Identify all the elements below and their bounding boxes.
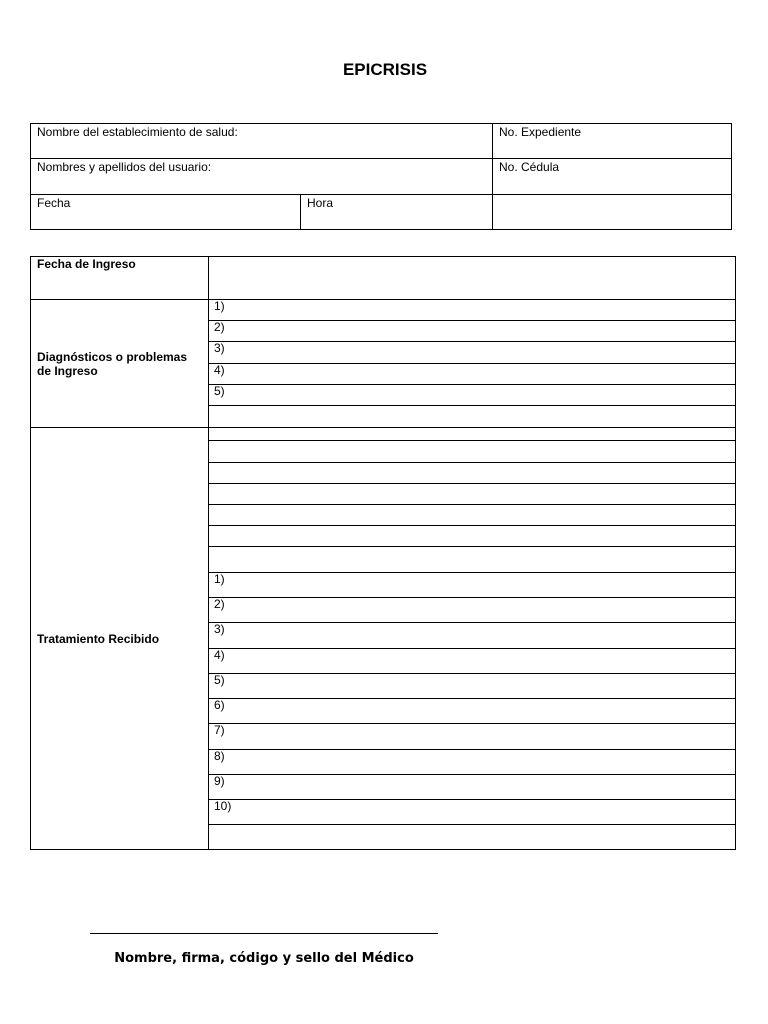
treatment-line[interactable] <box>209 526 736 547</box>
empty-field[interactable] <box>493 195 732 230</box>
time-field[interactable]: Hora <box>301 195 493 230</box>
file-number-field[interactable]: No. Expediente <box>493 124 732 159</box>
admission-date-label: Fecha de Ingreso <box>31 257 209 300</box>
diagnosis-line[interactable]: 4) <box>209 364 736 385</box>
id-number-field[interactable]: No. Cédula <box>493 159 732 195</box>
header-table <box>30 123 732 230</box>
admission-date-field[interactable] <box>209 257 736 300</box>
clinical-table <box>30 256 736 850</box>
diagnosis-line[interactable] <box>209 406 736 428</box>
treatment-line[interactable] <box>209 463 736 484</box>
treatment-line[interactable]: 8) <box>209 750 736 775</box>
treatment-line[interactable]: 6) <box>209 699 736 724</box>
date-field[interactable]: Fecha <box>31 195 301 230</box>
treatment-line[interactable]: 10) <box>209 800 736 825</box>
signature-line <box>90 933 438 934</box>
treatment-line[interactable] <box>209 505 736 526</box>
patient-name-field[interactable]: Nombres y apellidos del usuario: <box>31 159 493 195</box>
diagnosis-line[interactable]: 1) <box>209 300 736 321</box>
treatment-line[interactable]: 5) <box>209 674 736 699</box>
treatment-line[interactable]: 4) <box>209 649 736 674</box>
page-title: EPICRISIS <box>342 60 428 79</box>
treatment-line[interactable]: 1) <box>209 573 736 598</box>
diagnosis-line[interactable]: 2) <box>209 321 736 342</box>
diagnosis-line[interactable]: 5) <box>209 385 736 406</box>
treatment-line[interactable]: 2) <box>209 598 736 623</box>
treatment-line[interactable] <box>209 441 736 463</box>
treatment-label: Tratamiento Recibido <box>31 428 209 850</box>
establishment-field[interactable]: Nombre del establecimiento de salud: <box>31 124 493 159</box>
treatment-line[interactable] <box>209 547 736 573</box>
signature-label: Nombre, firma, código y sello del Médico <box>114 951 414 966</box>
diagnoses-label: Diagnósticos o problemas de Ingreso <box>31 300 209 428</box>
treatment-line[interactable]: 9) <box>209 775 736 800</box>
treatment-line[interactable]: 3) <box>209 623 736 649</box>
treatment-line[interactable] <box>209 428 736 441</box>
diagnosis-line[interactable]: 3) <box>209 342 736 364</box>
treatment-line[interactable] <box>209 825 736 850</box>
treatment-line[interactable]: 7) <box>209 724 736 750</box>
treatment-line[interactable] <box>209 484 736 505</box>
